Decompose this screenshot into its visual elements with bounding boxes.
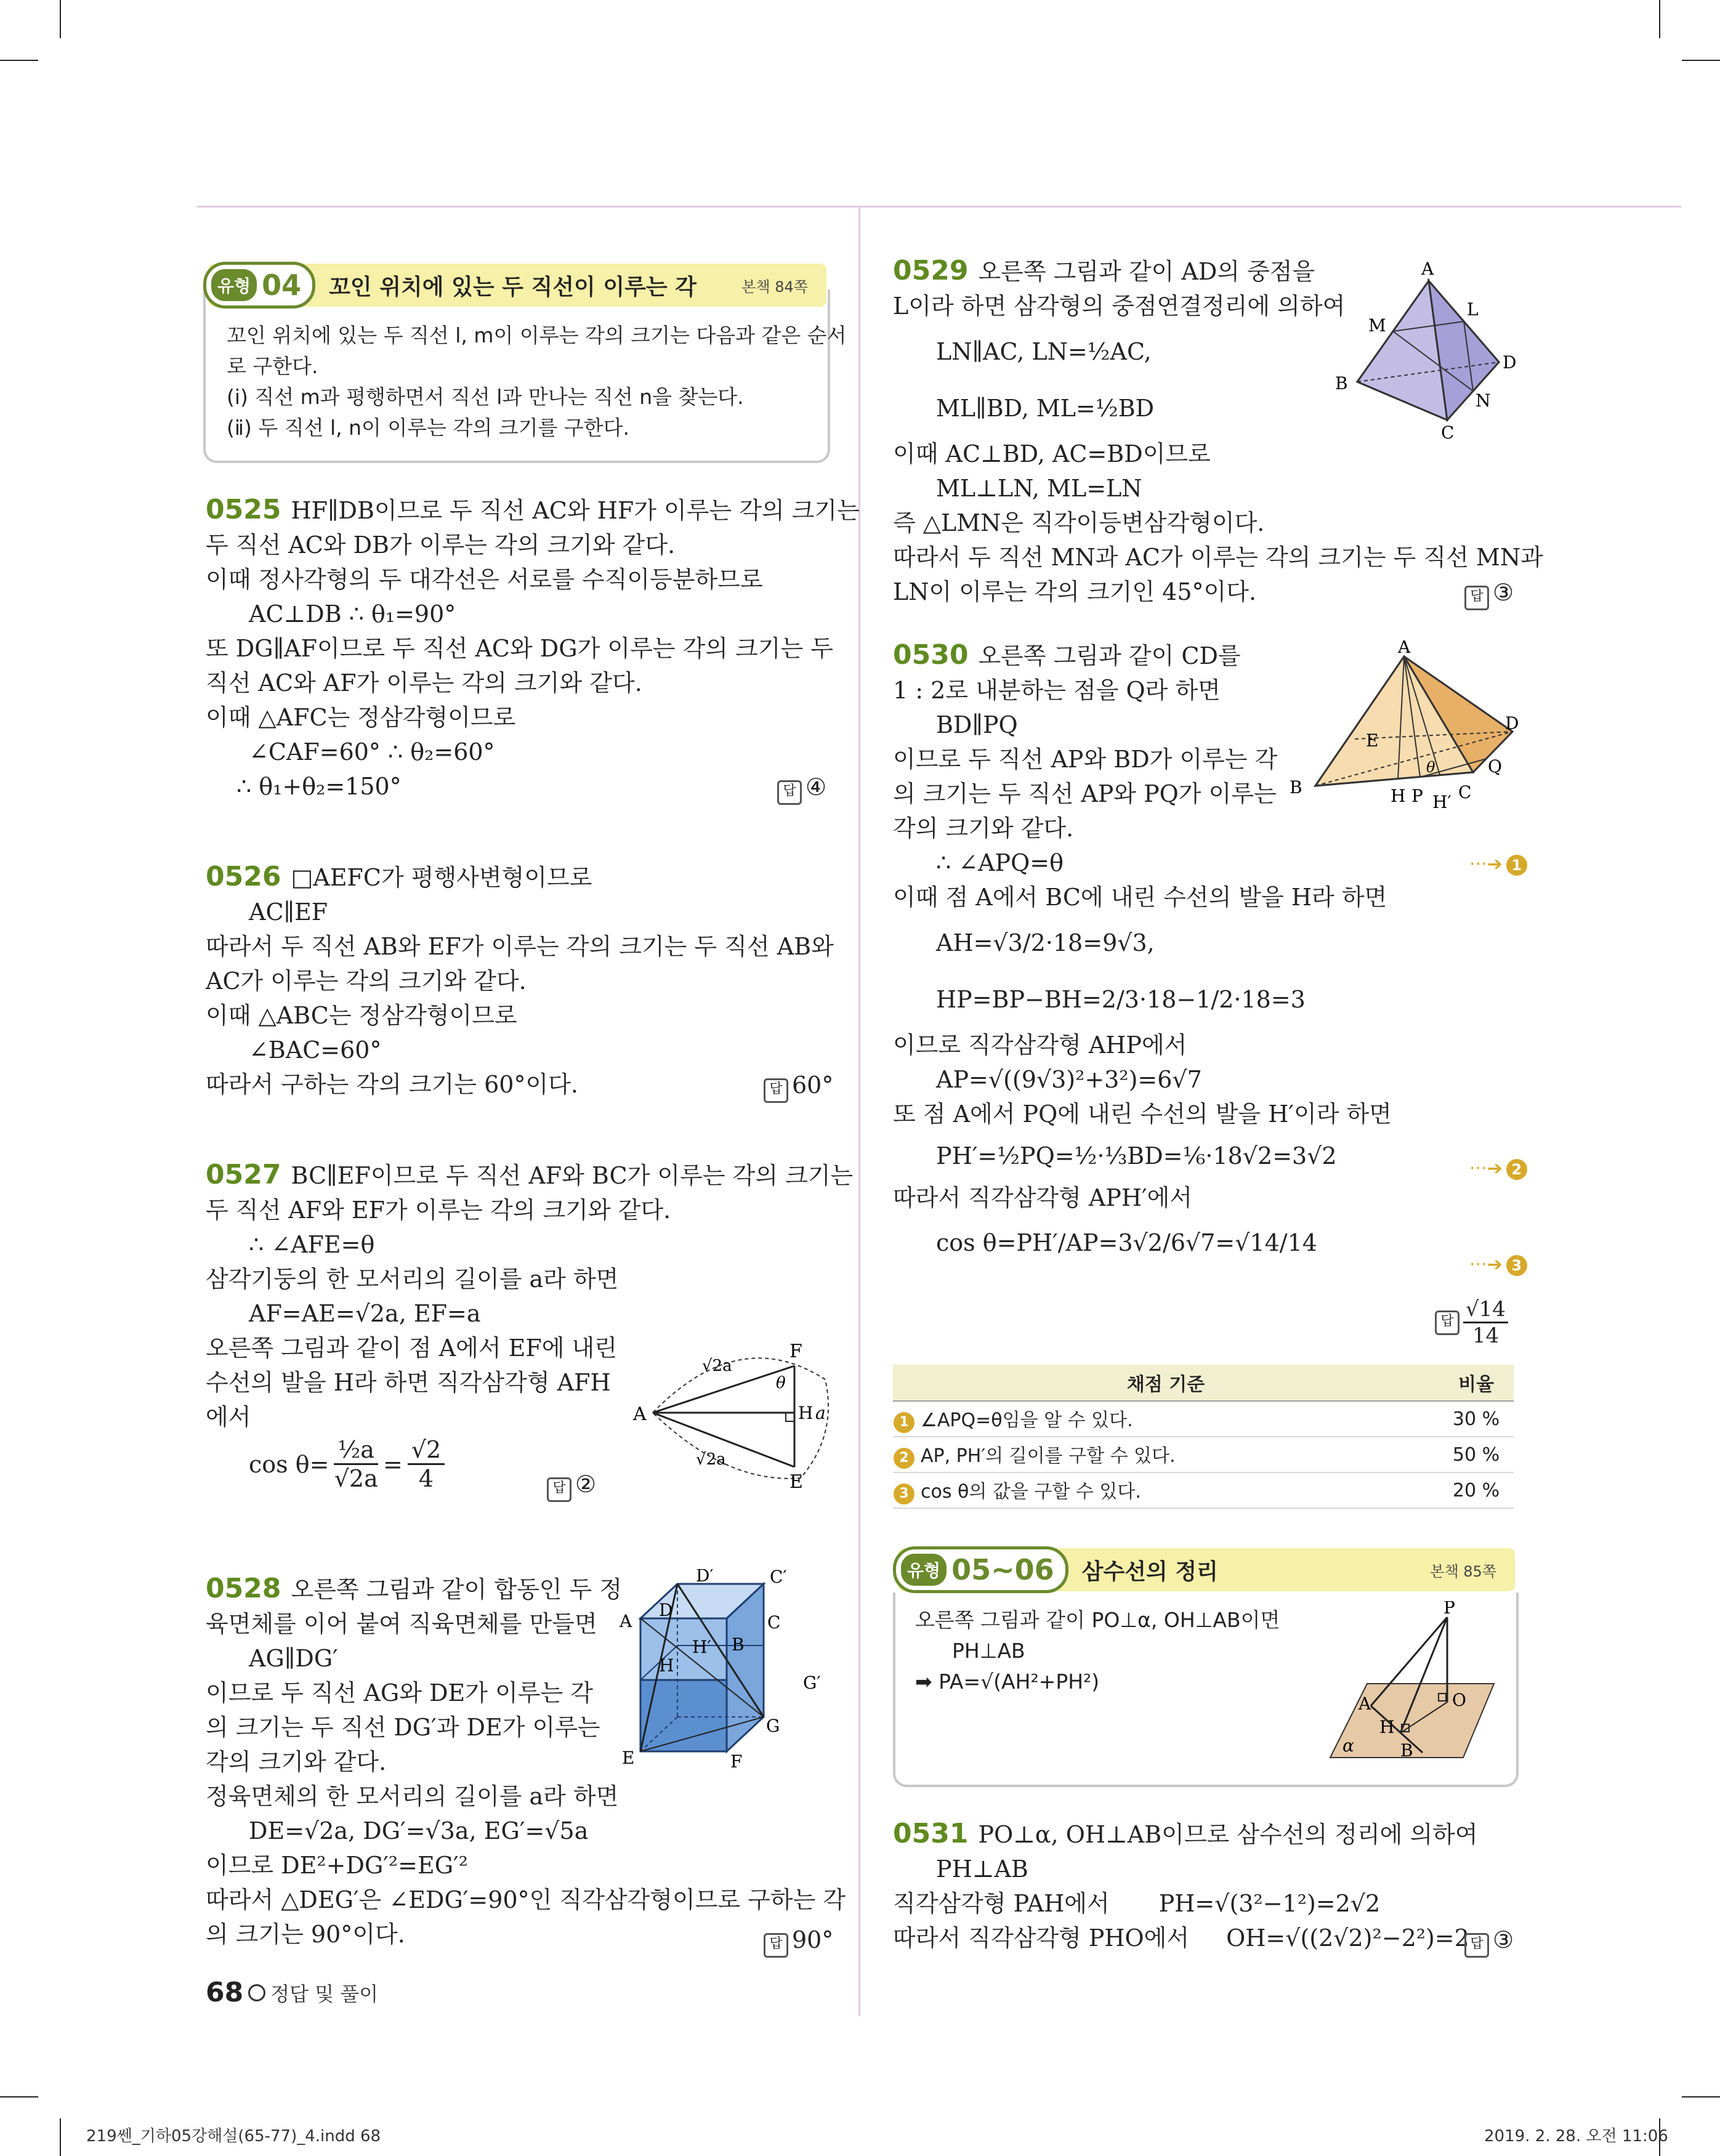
solution-line: 이때 점 A에서 BC에 내린 수선의 발을 H라 하면	[893, 884, 1387, 911]
page-folio	[206, 1977, 378, 2008]
label-G: G	[766, 1716, 780, 1736]
ratio-cell: 20 %	[1439, 1472, 1514, 1508]
label-theta: θ	[776, 1374, 786, 1392]
frac-den: 14	[1472, 1323, 1500, 1348]
label-D: D	[659, 1600, 673, 1620]
label-M: M	[1368, 315, 1386, 336]
solution-line: 이므로 DE²+DG′²=EG′²	[206, 1852, 468, 1879]
frac-den: √2a	[334, 1465, 378, 1492]
answer-0526	[764, 1072, 833, 1103]
type-04-badge	[203, 262, 315, 309]
type-number: 04	[262, 268, 302, 302]
label-A: A	[633, 1403, 647, 1425]
label-N: N	[1476, 390, 1491, 411]
solution-line: 에서	[206, 1403, 251, 1431]
solution-line: cos θ=PH′/AP=3√2/6√7=√14/14	[936, 1229, 1317, 1256]
problem-number: 0526	[206, 861, 281, 892]
table-row	[893, 1472, 1514, 1508]
answer-mark: 답	[1464, 586, 1489, 610]
top-rule	[197, 206, 1681, 208]
label-G-prime: G′	[803, 1673, 821, 1693]
answer-0527	[547, 1471, 596, 1502]
type-0506-ref: 본책 85쪽	[1430, 1562, 1496, 1580]
crop-mark	[0, 2096, 38, 2097]
crop-mark	[1659, 0, 1660, 38]
solution-line: 이때 △AFC는 정삼각형이므로	[206, 704, 516, 731]
solution-line: 이므로 두 직선 AG와 DE가 이루는 각	[206, 1679, 593, 1706]
equals: =	[382, 1450, 403, 1478]
solution-line: PO⊥α, OH⊥AB이므로 삼수선의 정리에 의하여	[978, 1821, 1478, 1848]
type-04-header	[208, 264, 826, 307]
solution-line: ∠BAC=60°	[249, 1036, 382, 1064]
type-line: PH⊥AB	[952, 1639, 1025, 1663]
label-O: O	[1452, 1690, 1466, 1710]
solution-line: 오른쪽 그림과 같이 점 A에서 EF에 내린	[206, 1334, 617, 1362]
step-marker-1: ···➔ 1	[1469, 854, 1527, 876]
solution-line: 따라서 △DEG′은 ∠EDG′=90°인 직각삼각형이므로 구하는 각	[206, 1886, 846, 1913]
solution-line: 오른쪽 그림과 같이 CD를	[978, 642, 1241, 669]
solution-line: 따라서 직각삼각형 PHO에서	[893, 1924, 1190, 1952]
problem-0526	[206, 860, 834, 1102]
solution-line: 육면체를 이어 붙여 직육면체를 만들면	[206, 1610, 597, 1637]
answer-mark: 답	[764, 1933, 788, 1958]
label-A: A	[1421, 259, 1434, 279]
solution-line: AC∥EF	[249, 898, 328, 926]
solution-line: ∴ θ₁+θ₂=150°	[236, 773, 402, 800]
figure-0527-prism	[628, 1330, 838, 1490]
solution-line: AF=AE=√2a, EF=a	[249, 1300, 481, 1327]
solution-line: 1 : 2로 내분하는 점을 Q라 하면	[893, 677, 1221, 704]
solution-line: 삼각기둥의 한 모서리의 길이를 a라 하면	[206, 1266, 619, 1293]
problem-number: 0528	[206, 1573, 281, 1604]
problem-number: 0527	[206, 1159, 281, 1190]
frac-num: ½a	[334, 1436, 378, 1465]
answer-0530	[1435, 1297, 1508, 1348]
label-H: H	[1379, 1717, 1395, 1737]
label-P: P	[1411, 786, 1423, 806]
label-E: E	[789, 1471, 803, 1490]
solution-line: 따라서 직각삼각형 APH′에서	[893, 1184, 1193, 1211]
answer-value: 90°	[792, 1926, 834, 1953]
type-prefix: 유형	[901, 1554, 947, 1586]
answer-value: ②	[575, 1471, 597, 1498]
solution-line: AC⊥DB ∴ θ₁=90°	[249, 600, 456, 628]
solution-line: HF∥DB이므로 두 직선 AC와 HF가 이루는 각의 크기는	[291, 497, 860, 524]
solution-line: 각의 크기와 같다.	[206, 1748, 387, 1775]
solution-line: 또 점 A에서 PQ에 내린 수선의 발을 H′이라 하면	[893, 1100, 1392, 1128]
solution-line: ML∥BD, ML=½BD	[936, 395, 1155, 422]
type-0506-body	[915, 1605, 1280, 1697]
solution-line: 두 직선 AC와 DB가 이루는 각의 크기와 같다.	[206, 531, 676, 559]
solution-line: OH=√((2√2)²−2²)=2	[1226, 1924, 1469, 1952]
solution-line: 의 크기는 두 직선 AP와 PQ가 이루는	[893, 780, 1277, 807]
problem-number: 0531	[893, 1818, 969, 1849]
label-C: C	[1458, 782, 1472, 802]
label-H: H	[798, 1403, 814, 1423]
answer-value: 60°	[792, 1072, 834, 1099]
step-marker-2: ···➔ 2	[1469, 1158, 1527, 1180]
answer-mark: 답	[1464, 1933, 1489, 1958]
ratio-cell: 50 %	[1439, 1437, 1514, 1472]
type-line: 오른쪽 그림과 같이 PO⊥α, OH⊥AB이면	[915, 1608, 1280, 1632]
label-a: a	[815, 1403, 826, 1423]
crop-mark	[60, 0, 61, 38]
solution-line: PH⊥AB	[936, 1855, 1028, 1883]
label-C: C	[1441, 422, 1455, 443]
step-dot: 2	[894, 1448, 915, 1469]
solution-line: DE=√2a, DG′=√3a, EG′=√5a	[249, 1817, 589, 1844]
solution-line: 오른쪽 그림과 같이 합동인 두 정	[291, 1576, 623, 1603]
page-number: 68	[206, 1977, 244, 2008]
frac-den: 4	[418, 1465, 434, 1492]
label-A: A	[1398, 640, 1411, 657]
solution-line: 이때 △ABC는 정삼각형이므로	[206, 1002, 517, 1029]
frac-num: √2	[408, 1436, 445, 1465]
label-F: F	[789, 1341, 802, 1362]
criteria-text: cos θ의 값을 구할 수 있다.	[921, 1481, 1141, 1503]
solution-line: AC가 이루는 각의 크기와 같다.	[206, 967, 527, 995]
crop-mark	[1682, 60, 1720, 61]
type-line: 꼬인 위치에 있는 두 직선 l, m이 이루는 각의 크기는 다음과 같은 순서	[227, 323, 847, 347]
column-divider	[858, 206, 860, 2016]
type-number: 05~06	[951, 1553, 1054, 1586]
type-04-ref: 본책 84쪽	[741, 278, 808, 296]
header-criteria: 채점 기준	[893, 1365, 1439, 1401]
solution-line: 즉 △LMN은 직각이등변삼각형이다.	[893, 509, 1265, 536]
solution-line: 의 크기는 두 직선 DG′과 DE가 이루는	[206, 1714, 600, 1741]
table-header-row	[893, 1365, 1514, 1401]
answer-value: ④	[805, 773, 827, 801]
figure-0530-pyramid	[1281, 640, 1527, 825]
solution-line: PH=√(3²−1²)=2√2	[1158, 1890, 1381, 1917]
label-L: L	[1467, 299, 1479, 320]
solution-line: PH′=½PQ=½·⅓BD=⅙·18√2=3√2	[936, 1142, 1337, 1169]
label-P: P	[1443, 1601, 1455, 1618]
label-H-prime: H′	[692, 1637, 711, 1657]
criteria-text: AP, PH′의 길이를 구할 수 있다.	[921, 1445, 1176, 1467]
label-side: √2a	[696, 1450, 726, 1469]
problem-0531	[893, 1817, 1478, 1955]
cos-lhs: cos θ=	[249, 1450, 329, 1478]
label-H-prime: H′	[1432, 792, 1452, 812]
table-row	[893, 1401, 1514, 1437]
solution-line: 이므로 직각삼각형 AHP에서	[893, 1032, 1187, 1059]
type-0506-badge	[893, 1546, 1068, 1593]
fraction	[334, 1436, 378, 1492]
problem-0525	[206, 493, 860, 804]
solution-line: L이라 하면 삼각형의 중점연결정리에 의하여	[893, 293, 1346, 320]
solution-line: 수선의 발을 H라 하면 직각삼각형 AFH	[206, 1369, 611, 1396]
label-H: H	[659, 1655, 674, 1676]
footer-filename: 219쎈_기하05강해설(65-77)_4.indd 68	[86, 2127, 381, 2146]
crop-mark	[60, 2118, 61, 2156]
solution-line: AG∥DG′	[249, 1645, 338, 1672]
type-0506-header	[898, 1548, 1515, 1591]
step-dot: 1	[894, 1412, 915, 1433]
answer-0531	[1464, 1926, 1514, 1958]
solution-line: 직선 AC와 AF가 이루는 각의 크기와 같다.	[206, 669, 642, 696]
type-line: 로 구한다.	[227, 354, 318, 378]
label-theta: θ	[1426, 759, 1435, 776]
solution-line: 이므로 두 직선 AP와 BD가 이루는 각	[893, 746, 1278, 773]
label-F: F	[730, 1751, 743, 1772]
solution-line: BD∥PQ	[936, 711, 1018, 738]
solution-line: 따라서 구하는 각의 크기는 60°이다.	[206, 1071, 578, 1098]
answer-0528	[764, 1926, 833, 1958]
solution-line: LN∥AC, LN=½AC,	[936, 338, 1152, 365]
footer-date: 2019. 2. 28. 오전 11:06	[1484, 2127, 1668, 2146]
crop-mark	[0, 60, 38, 61]
solution-line: 정육면체의 한 모서리의 길이를 a라 하면	[206, 1783, 619, 1810]
solution-line: 따라서 두 직선 AB와 EF가 이루는 각의 크기는 두 직선 AB와	[206, 933, 834, 960]
folio-dot	[248, 1984, 265, 2001]
solution-line: 또 DG∥AF이므로 두 직선 AC와 DG가 이루는 각의 크기는 두	[206, 635, 833, 662]
label-D-prime: D′	[696, 1569, 714, 1586]
type-prefix: 유형	[211, 269, 257, 301]
solution-line: LN이 이루는 각의 크기인 45°이다.	[893, 578, 1257, 605]
label-B: B	[1400, 1740, 1413, 1761]
criteria-text: ∠APQ=θ임을 알 수 있다.	[921, 1410, 1133, 1431]
type-0506-title: 삼수선의 정리	[1081, 1559, 1218, 1585]
answer-mark: 답	[547, 1477, 571, 1502]
solution-line: □AEFC가 평행사변형이므로	[291, 864, 592, 891]
label-C: C	[767, 1612, 781, 1633]
answer-0525	[777, 773, 826, 805]
answer-value: ③	[1493, 1926, 1514, 1953]
label-E: E	[1366, 730, 1379, 751]
answer-fraction	[1463, 1297, 1508, 1348]
solution-line: 따라서 두 직선 MN과 AC가 이루는 각의 크기는 두 직선 MN과	[893, 544, 1543, 571]
label-E: E	[622, 1748, 635, 1768]
solution-line: 두 직선 AF와 EF가 이루는 각의 크기와 같다.	[206, 1197, 671, 1224]
label-A: A	[620, 1611, 632, 1631]
type-line: ➡ PA=√(AH²+PH²)	[915, 1669, 1100, 1694]
figure-three-perpendiculars	[1318, 1601, 1515, 1767]
problem-number: 0525	[206, 494, 281, 525]
folio-section: 정답 및 풀이	[270, 1982, 379, 2006]
label-alpha: α	[1342, 1735, 1354, 1756]
label-C-prime: C′	[770, 1569, 787, 1587]
solution-line: ML⊥LN, ML=LN	[936, 475, 1142, 502]
crop-mark	[1682, 2096, 1720, 2097]
solution-line: ∴ ∠APQ=θ	[936, 849, 1064, 876]
step-dot: 3	[894, 1484, 915, 1504]
answer-0529	[1464, 579, 1514, 610]
scoring-table	[893, 1365, 1514, 1509]
label-B: B	[1290, 777, 1302, 797]
label-D: D	[1503, 352, 1517, 373]
answer-value: ③	[1493, 579, 1514, 606]
label-A: A	[1359, 1694, 1371, 1714]
solution-line: HP=BP−BH=2/3·18−1/2·18=3	[936, 986, 1306, 1013]
type-line: (ⅱ) 두 직선 l, n이 이루는 각의 크기를 구한다.	[227, 416, 629, 440]
frac-num: √14	[1463, 1297, 1508, 1323]
label-D: D	[1505, 713, 1519, 733]
solution-line: 의 크기는 90°이다.	[206, 1921, 405, 1948]
label-side: √2a	[702, 1357, 732, 1375]
label-B: B	[732, 1634, 745, 1655]
answer-mark: 답	[1435, 1310, 1460, 1335]
type-04-body	[227, 320, 847, 443]
label-H: H	[1391, 786, 1406, 806]
label-Q: Q	[1488, 756, 1502, 777]
ratio-cell: 30 %	[1439, 1401, 1514, 1437]
problem-number: 0530	[893, 639, 969, 671]
solution-line: 이때 AC⊥BD, AC=BD이므로	[893, 440, 1211, 467]
solution-line: AP=√((9√3)²+3²)=6√7	[936, 1066, 1202, 1093]
table-row	[893, 1437, 1514, 1472]
cos-formula-0527	[249, 1436, 450, 1492]
type-04-title: 꼬인 위치에 있는 두 직선이 이루는 각	[329, 274, 696, 300]
solution-line: ∴ ∠AFE=θ	[249, 1231, 375, 1258]
type-line: (ⅰ) 직선 m과 평행하면서 직선 l과 만나는 직선 n을 찾는다.	[227, 385, 744, 409]
figure-0528-cuboid	[616, 1569, 838, 1778]
solution-line: 오른쪽 그림과 같이 AD의 중점을	[978, 258, 1315, 285]
solution-line: 각의 크기와 같다.	[893, 815, 1074, 842]
answer-mark: 답	[777, 780, 802, 805]
header-ratio: 비율	[1439, 1365, 1514, 1401]
step-marker-3: ···➔ 3	[1469, 1254, 1527, 1276]
problem-number: 0529	[893, 255, 969, 286]
label-B: B	[1335, 373, 1348, 394]
fraction	[408, 1436, 445, 1492]
solution-line: 이때 정사각형의 두 대각선은 서로를 수직이등분하므로	[206, 566, 763, 593]
solution-line: ∠CAF=60° ∴ θ₂=60°	[249, 738, 495, 765]
solution-line: 직각삼각형 PAH에서	[893, 1890, 1110, 1917]
figure-0529-tetrahedron	[1330, 259, 1527, 443]
solution-line: BC∥EF이므로 두 직선 AF와 BC가 이루는 각의 크기는	[291, 1162, 854, 1189]
solution-line: AH=√3/2·18=9√3,	[936, 929, 1155, 956]
answer-mark: 답	[764, 1078, 788, 1103]
